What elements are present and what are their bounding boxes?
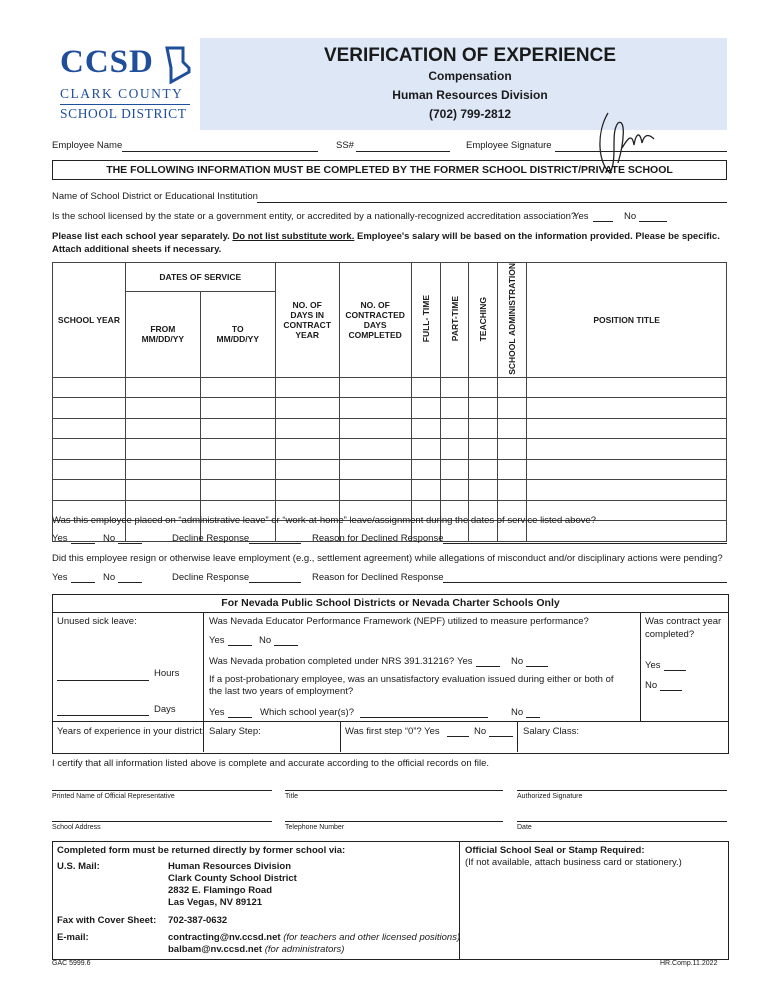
school-admin-l1: SCHOOL: [507, 338, 518, 375]
service-table-cell[interactable]: [527, 398, 727, 419]
years-experience-label: Years of experience in your district:: [57, 726, 205, 737]
service-table-cell[interactable]: [411, 398, 440, 419]
instructions-part-a: Please list each school year separately.: [52, 231, 230, 242]
post-prob-no-label: No: [511, 707, 524, 718]
instructions: [52, 231, 732, 242]
nepf-no-label: No: [259, 635, 272, 646]
service-table-cell[interactable]: [498, 418, 527, 439]
district-name-label: Name of School District or Educational Institution: [52, 191, 258, 202]
days-contract-l4: YEAR: [295, 329, 319, 340]
mail-line-3: 2832 E. Flamingo Road: [168, 885, 272, 896]
telephone-label: Telephone Number: [285, 824, 345, 831]
service-table-cell[interactable]: [411, 377, 440, 398]
probation-yes-label: Yes: [457, 656, 473, 667]
contract-completed-l2: completed?: [645, 629, 695, 640]
date-field[interactable]: [517, 821, 727, 822]
probation-no-field[interactable]: [526, 666, 548, 667]
first-step-question: Was first step “0”? Yes: [345, 726, 440, 737]
nevada-divider-class: [517, 721, 518, 752]
contract-no-field[interactable]: [660, 690, 682, 691]
nevada-bottom-rule: [52, 721, 729, 722]
fax-label: Fax with Cover Sheet:: [57, 915, 157, 926]
q1-yes-label: Yes: [52, 533, 68, 544]
q2-no-label: No: [103, 572, 116, 583]
service-table-cell[interactable]: [339, 398, 411, 419]
email-label: E-mail:: [57, 932, 89, 943]
logo-rule: [60, 104, 190, 105]
licensed-question: Is the school licensed by the state or a government entity, or accredited by a nationally-recognized accreditation association?: [52, 211, 577, 222]
email-2-note: (for administrators): [264, 944, 345, 955]
post-probation-question: If a post-probationary employee, was an unsatisfactory evaluation issued during either or both of the last two years of employment?: [209, 674, 614, 697]
salary-step-label: Salary Step:: [209, 726, 261, 737]
licensed-yes-label: Yes: [573, 211, 589, 222]
col-position-title: POSITION TITLE: [527, 263, 727, 378]
service-table-cell[interactable]: [339, 480, 411, 501]
service-table-cell[interactable]: [125, 418, 200, 439]
service-table: [52, 262, 727, 542]
teaching-label: TEACHING: [478, 296, 489, 342]
days-completed-l1: NO. OF: [360, 299, 390, 310]
post-prob-yes-field[interactable]: [228, 717, 252, 718]
title-field[interactable]: [285, 790, 503, 791]
service-table-cell[interactable]: [125, 398, 200, 419]
service-table-cell[interactable]: [498, 439, 527, 460]
which-year-field[interactable]: [360, 717, 488, 718]
instructions-attach: Attach additional sheets if necessary.: [52, 244, 222, 255]
admin-leave-question: Was this employee placed on “administrative leave” or “work-at-home” leave/assignment during the dates of service listed above?: [52, 515, 597, 526]
employee-name-field[interactable]: [122, 151, 318, 152]
nevada-heading: For Nevada Public School Districts or Nevada Charter Schools Only: [221, 597, 560, 609]
nepf-yes-label: Yes: [209, 635, 225, 646]
service-table-cell[interactable]: [125, 480, 200, 501]
service-table-cell[interactable]: [469, 459, 498, 480]
to-format: MM/DD/YY: [216, 334, 259, 345]
seal-note: (If not available, attach business card or stationery.): [465, 857, 682, 868]
nevada-rule: [52, 612, 729, 613]
instructions-part-c: Employee's salary will be based on the information provided. Please be specific.: [357, 231, 720, 242]
service-table-cell[interactable]: [469, 480, 498, 501]
unused-sick-label: Unused sick leave:: [57, 616, 137, 627]
col-dates-of-service: DATES OF SERVICE: [125, 263, 275, 292]
first-step-yes-field[interactable]: [447, 736, 469, 737]
sick-hours-field[interactable]: [57, 680, 149, 681]
service-table-cell[interactable]: [275, 377, 339, 398]
col-teaching: [469, 263, 498, 378]
service-table-cell[interactable]: [53, 459, 126, 480]
sick-days-field[interactable]: [57, 715, 149, 716]
full-time-label: FULL- TIME: [420, 295, 431, 343]
service-table-cell[interactable]: [125, 377, 200, 398]
q2-yes-field[interactable]: [71, 582, 95, 583]
nepf-question: Was Nevada Educator Performance Framework (NEPF) utilized to measure performance?: [209, 616, 589, 627]
email-1-note: (for teachers and other licensed positions): [283, 932, 461, 943]
q2-yes-label: Yes: [52, 572, 68, 583]
q2-decline-label: Decline Response: [172, 572, 250, 583]
email-line-2: [168, 944, 344, 955]
service-table-cell[interactable]: [440, 398, 469, 419]
service-table-cell[interactable]: [440, 377, 469, 398]
service-table-cell[interactable]: [498, 398, 527, 419]
probation-question: Was Nevada probation completed under NRS 391.31216?: [209, 656, 455, 667]
service-table-cell[interactable]: [440, 418, 469, 439]
service-table-cell[interactable]: [339, 439, 411, 460]
service-table-cell[interactable]: [469, 398, 498, 419]
logo-text: CCSD: [60, 44, 154, 80]
misconduct-question: Did this employee resign or otherwise leave employment (e.g., settlement agreement) while allegations of misconduct and/or disciplinary actions were pending?: [52, 553, 723, 564]
date-label: Date: [517, 824, 532, 831]
service-table-row: [53, 398, 727, 419]
licensed-yes-field[interactable]: [593, 221, 613, 222]
service-table-cell[interactable]: [469, 418, 498, 439]
school-admin-label: [507, 263, 517, 375]
instructions-part-b: Do not list substitute work.: [232, 231, 355, 242]
probation-no-label: No: [511, 656, 524, 667]
service-table-row: [53, 480, 727, 501]
service-table-cell[interactable]: [411, 480, 440, 501]
service-table-cell[interactable]: [275, 439, 339, 460]
service-table-cell[interactable]: [339, 377, 411, 398]
q2-reason-label: Reason for Declined Response: [312, 572, 444, 583]
service-table-cell[interactable]: [527, 418, 727, 439]
service-table-cell[interactable]: [200, 398, 275, 419]
service-table-cell[interactable]: [200, 480, 275, 501]
post-prob-yes-label: Yes: [209, 707, 225, 718]
school-address-label: School Address: [52, 824, 101, 831]
header-subtitle-1: Compensation: [428, 69, 512, 83]
q1-no-label: No: [103, 533, 116, 544]
printed-name-label: Printed Name of Official Representative: [52, 793, 175, 800]
contract-no-label: No: [645, 680, 658, 691]
former-school-banner: THE FOLLOWING INFORMATION MUST BE COMPLETED BY THE FORMER SCHOOL DISTRICT/PRIVATE SCHOOL: [52, 160, 727, 180]
nepf-yes-field[interactable]: [228, 645, 252, 646]
service-table-cell[interactable]: [440, 439, 469, 460]
q2-reason-field[interactable]: [443, 582, 727, 583]
from-format: MM/DD/YY: [141, 334, 185, 345]
logo-line-1: CLARK COUNTY: [60, 86, 184, 101]
title-label: Title: [285, 793, 298, 800]
seal-heading: Official School Seal or Stamp Required:: [465, 845, 645, 856]
service-table-cell[interactable]: [469, 439, 498, 460]
probation-yes-field[interactable]: [476, 666, 500, 667]
days-contract-l3: CONTRACT: [283, 319, 332, 330]
authorized-signature-field[interactable]: [517, 790, 727, 791]
mail-line-2: Clark County School District: [168, 873, 297, 884]
ss-field[interactable]: [356, 151, 450, 152]
service-table-cell[interactable]: [498, 377, 527, 398]
service-table-cell[interactable]: [411, 418, 440, 439]
licensed-no-label: No: [624, 211, 637, 222]
printed-name-field[interactable]: [52, 790, 272, 791]
footer-right: HR.Comp.11.2022: [660, 960, 718, 967]
logo-line-2: SCHOOL DISTRICT: [60, 106, 187, 121]
days-contract-l1: NO. OF: [292, 299, 322, 310]
from-label: FROM: [150, 324, 176, 335]
mail-line-4: Las Vegas, NV 89121: [168, 897, 263, 908]
contract-yes-field[interactable]: [664, 670, 686, 671]
service-table-cell[interactable]: [200, 377, 275, 398]
service-table-cell[interactable]: [527, 459, 727, 480]
service-table-cell[interactable]: [339, 459, 411, 480]
days-contract-l2: DAYS IN: [290, 309, 325, 320]
col-days-in-contract: [275, 263, 339, 378]
service-table-cell[interactable]: [440, 480, 469, 501]
service-table-row: [53, 459, 727, 480]
col-days-completed: [339, 263, 411, 378]
school-address-field[interactable]: [52, 821, 272, 822]
salary-class-label: Salary Class:: [523, 726, 579, 737]
col-school-year: SCHOOL YEAR: [53, 263, 126, 378]
service-table-cell[interactable]: [125, 459, 200, 480]
service-table-cell[interactable]: [53, 418, 126, 439]
service-table-cell[interactable]: [527, 480, 727, 501]
q2-decline-field[interactable]: [249, 582, 301, 583]
nevada-divider-right: [640, 612, 641, 722]
nevada-divider-step: [340, 721, 341, 752]
q1-yes-field[interactable]: [71, 543, 95, 544]
hours-label: Hours: [154, 668, 180, 679]
certification-statement: I certify that all information listed above is complete and accurate according to the official records on file.: [52, 758, 490, 769]
q1-reason-field[interactable]: [443, 543, 727, 544]
q1-no-field[interactable]: [118, 543, 142, 544]
service-table-cell[interactable]: [498, 480, 527, 501]
form-title: VERIFICATION OF EXPERIENCE: [323, 45, 617, 66]
service-table-cell[interactable]: [527, 377, 727, 398]
telephone-field[interactable]: [285, 821, 503, 822]
service-table-cell[interactable]: [411, 459, 440, 480]
q2-no-field[interactable]: [118, 582, 142, 583]
header-subtitle-2: Human Resources Division: [392, 88, 548, 102]
email-line-1: [168, 932, 460, 943]
service-table-cell[interactable]: [498, 459, 527, 480]
email-2[interactable]: balbam@nv.ccsd.net: [168, 944, 263, 955]
service-table-cell[interactable]: [200, 459, 275, 480]
nepf-no-field[interactable]: [274, 645, 298, 646]
service-table-cell[interactable]: [53, 439, 126, 460]
service-table-cell[interactable]: [200, 418, 275, 439]
service-table-cell[interactable]: [53, 377, 126, 398]
service-table-cell[interactable]: [275, 398, 339, 419]
email-1[interactable]: contracting@nv.ccsd.net: [168, 932, 281, 943]
col-from: [125, 292, 200, 378]
col-to: [200, 292, 275, 378]
col-part-time: [440, 263, 469, 378]
nevada-icon: [165, 46, 191, 84]
employee-signature-label: Employee Signature: [466, 140, 552, 151]
service-table-cell[interactable]: [53, 398, 126, 419]
service-table-cell[interactable]: [440, 459, 469, 480]
service-table-cell[interactable]: [527, 439, 727, 460]
contract-yes-label: Yes: [645, 660, 661, 671]
service-table-row: [53, 377, 727, 398]
service-table-cell[interactable]: [339, 418, 411, 439]
days-completed-l2: CONTRACTED: [345, 309, 405, 320]
which-year-label: Which school year(s)?: [260, 707, 354, 718]
first-step-no-label: No: [474, 726, 487, 737]
mail-line-1: Human Resources Division: [168, 861, 292, 872]
service-table-row: [53, 439, 727, 460]
footer-left: GAC 5999.6: [52, 960, 91, 967]
district-name-field[interactable]: [257, 202, 727, 203]
service-table-cell[interactable]: [53, 480, 126, 501]
first-step-no-field[interactable]: [489, 736, 513, 737]
ss-label: SS#: [336, 140, 354, 151]
part-time-label: PART-TIME: [449, 296, 460, 342]
mail-label: U.S. Mail:: [57, 861, 100, 872]
header-phone: (702) 799-2812: [428, 107, 512, 121]
days-label: Days: [154, 704, 176, 715]
school-admin-l2: ADMINISTRATION: [507, 263, 518, 337]
service-table-cell[interactable]: [411, 439, 440, 460]
contract-completed-l1: Was contract year: [645, 616, 722, 627]
service-table-cell[interactable]: [125, 439, 200, 460]
q1-decline-field[interactable]: [249, 543, 301, 544]
service-table-cell[interactable]: [469, 377, 498, 398]
fax-number: 702-387-0632: [168, 915, 228, 926]
licensed-no-field[interactable]: [639, 221, 667, 222]
service-table-row: [53, 418, 727, 439]
q1-decline-label: Decline Response: [172, 533, 250, 544]
col-full-time: [411, 263, 440, 378]
return-heading: Completed form must be returned directly by former school via:: [57, 845, 346, 856]
employee-name-label: Employee Name: [52, 140, 123, 151]
service-table-cell[interactable]: [275, 480, 339, 501]
post-prob-no-field[interactable]: [526, 717, 540, 718]
days-completed-l3: DAYS: [363, 319, 387, 330]
col-school-admin: [498, 263, 527, 378]
days-completed-l4: COMPLETED: [348, 329, 402, 340]
service-table-cell[interactable]: [275, 459, 339, 480]
to-label: TO: [231, 324, 244, 335]
service-table-cell[interactable]: [200, 439, 275, 460]
q1-reason-label: Reason for Declined Response: [312, 533, 444, 544]
authorized-signature-label: Authorized Signature: [517, 793, 583, 800]
service-table-cell[interactable]: [275, 418, 339, 439]
